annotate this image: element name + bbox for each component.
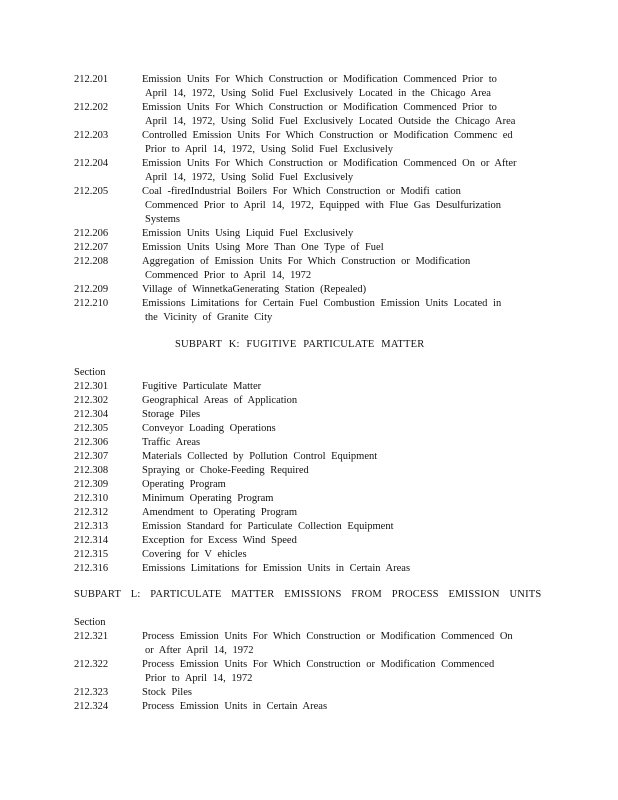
section-title <box>142 548 542 562</box>
section-title-line: Emission Units For Which Construction or Modification Commenced Prior to <box>142 74 497 85</box>
section-number: 212.307 <box>74 451 109 462</box>
section-title-line: Spraying or Choke-Feeding Required <box>142 465 309 476</box>
section-number: 212.204 <box>74 158 109 169</box>
section-number: 212.313 <box>74 521 109 532</box>
section-title-line: Storage Piles <box>142 409 201 420</box>
section-title <box>142 185 542 227</box>
section-title-line: Prior to April 14, 1972, Using Solid Fuel Exclusively <box>145 144 394 155</box>
section-title-line: Minimum Operating Program <box>142 493 274 504</box>
section-title-line: Exception for Excess Wind Speed <box>142 535 297 546</box>
section-number: 212.301 <box>74 381 109 392</box>
section-title-line: Commenced Prior to April 14, 1972, Equipped with Flue Gas Desulfurization <box>145 200 502 211</box>
section-title <box>142 534 542 548</box>
section-title-line: Emissions Limitations for Certain Fuel Combustion Emission Units Located in <box>142 298 502 309</box>
section-title-line: or After April 14, 1972 <box>145 645 254 656</box>
section-title-line: Emission Units For Which Construction or Modification Commenced On or After <box>142 158 517 169</box>
section-title-line: Amendment to Operating Program <box>142 507 298 518</box>
section-number: 212.312 <box>74 507 109 518</box>
section-title-line: Process Emission Units in Certain Areas <box>142 701 328 712</box>
section-title <box>142 686 542 700</box>
section-title-line: Operating Program <box>142 479 226 490</box>
section-title <box>142 450 542 464</box>
section-title-line: Fugitive Particulate Matter <box>142 381 262 392</box>
section-number: 212.304 <box>74 409 109 420</box>
section-number: 212.316 <box>74 563 109 574</box>
section-title <box>142 506 542 520</box>
section-number: 212.321 <box>74 631 109 642</box>
section-title-line: Commenced Prior to April 14, 1972 <box>145 270 312 281</box>
section-number: 212.308 <box>74 465 109 476</box>
section-title-line: Geographical Areas of Application <box>142 395 298 406</box>
section-title-line: April 14, 1972, Using Solid Fuel Exclusively <box>145 172 354 183</box>
section-title-line: Village of WinnetkaGenerating Station (Repealed) <box>142 284 367 295</box>
section-title <box>142 101 542 129</box>
section-title <box>142 283 542 297</box>
section-title <box>142 630 542 658</box>
section-title <box>142 241 542 255</box>
section-title <box>142 658 542 686</box>
section-title <box>142 478 542 492</box>
subpart-l-heading: SUBPART L: PARTICULATE MATTER EMISSIONS FROM PROCESS EMISSION UNITS <box>74 589 542 600</box>
section-title <box>142 227 542 241</box>
section-title <box>142 380 542 394</box>
subpart-l-section-label: Section <box>74 617 106 628</box>
section-title-line: Emission Units Using Liquid Fuel Exclusively <box>142 228 354 239</box>
section-number: 212.323 <box>74 687 109 698</box>
section-number: 212.309 <box>74 479 109 490</box>
section-title-line: Controlled Emission Units For Which Construction or Modification Commenc ed <box>142 130 513 141</box>
section-number: 212.302 <box>74 395 109 406</box>
section-title <box>142 73 542 101</box>
section-title <box>142 157 542 185</box>
section-number: 212.206 <box>74 228 109 239</box>
section-title <box>142 394 542 408</box>
section-number: 212.322 <box>74 659 109 670</box>
section-number: 212.310 <box>74 493 109 504</box>
section-number: 212.210 <box>74 298 109 309</box>
section-title-line: Covering for V ehicles <box>142 549 247 560</box>
section-number: 212.306 <box>74 437 109 448</box>
section-title <box>142 408 542 422</box>
section-title-line: Emissions Limitations for Emission Units in Certain Areas <box>142 563 411 574</box>
section-number: 212.314 <box>74 535 109 546</box>
section-number: 212.315 <box>74 549 109 560</box>
section-title-line: Stock Piles <box>142 687 192 698</box>
section-title <box>142 492 542 506</box>
section-title-line: April 14, 1972, Using Solid Fuel Exclusively Located Outside the Chicago Area <box>145 116 516 127</box>
subpart-k-section-label: Section <box>74 367 106 378</box>
section-title <box>142 464 542 478</box>
section-title <box>142 129 542 157</box>
section-title <box>142 255 542 283</box>
section-title <box>142 700 542 714</box>
section-number: 212.324 <box>74 701 109 712</box>
section-title <box>142 422 542 436</box>
section-title-line: Process Emission Units For Which Construction or Modification Commenced <box>142 659 495 670</box>
section-title-line: Traffic Areas <box>142 437 201 448</box>
section-title-line: Coal -firedIndustrial Boilers For Which Construction or Modifi cation <box>142 186 461 197</box>
subpart-k-heading: SUBPART K: FUGITIVE PARTICULATE MATTER <box>175 339 425 350</box>
section-number: 212.207 <box>74 242 109 253</box>
section-title <box>142 520 542 534</box>
section-title-line: Emission Units Using More Than One Type of Fuel <box>142 242 384 253</box>
section-title-line: Systems <box>145 214 181 225</box>
section-title-line: April 14, 1972, Using Solid Fuel Exclusively Located in the Chicago Area <box>145 88 491 99</box>
section-title-line: Conveyor Loading Operations <box>142 423 276 434</box>
section-title-line: Aggregation of Emission Units For Which Construction or Modification <box>142 256 471 267</box>
section-number: 212.208 <box>74 256 109 267</box>
section-number: 212.202 <box>74 102 109 113</box>
section-title-line: Materials Collected by Pollution Control Equipment <box>142 451 378 462</box>
section-number: 212.305 <box>74 423 109 434</box>
section-title-line: Emission Standard for Particulate Collection Equipment <box>142 521 394 532</box>
section-title <box>142 297 542 325</box>
section-title-line: Emission Units For Which Construction or Modification Commenced Prior to <box>142 102 497 113</box>
section-title-line: Process Emission Units For Which Construction or Modification Commenced On <box>142 631 513 642</box>
section-number: 212.205 <box>74 186 109 197</box>
section-number: 212.209 <box>74 284 109 295</box>
section-title <box>142 562 542 576</box>
section-title-line: the Vicinity of Granite City <box>145 312 273 323</box>
section-number: 212.203 <box>74 130 109 141</box>
section-number: 212.201 <box>74 74 109 85</box>
section-title-line: Prior to April 14, 1972 <box>145 673 253 684</box>
section-title <box>142 436 542 450</box>
